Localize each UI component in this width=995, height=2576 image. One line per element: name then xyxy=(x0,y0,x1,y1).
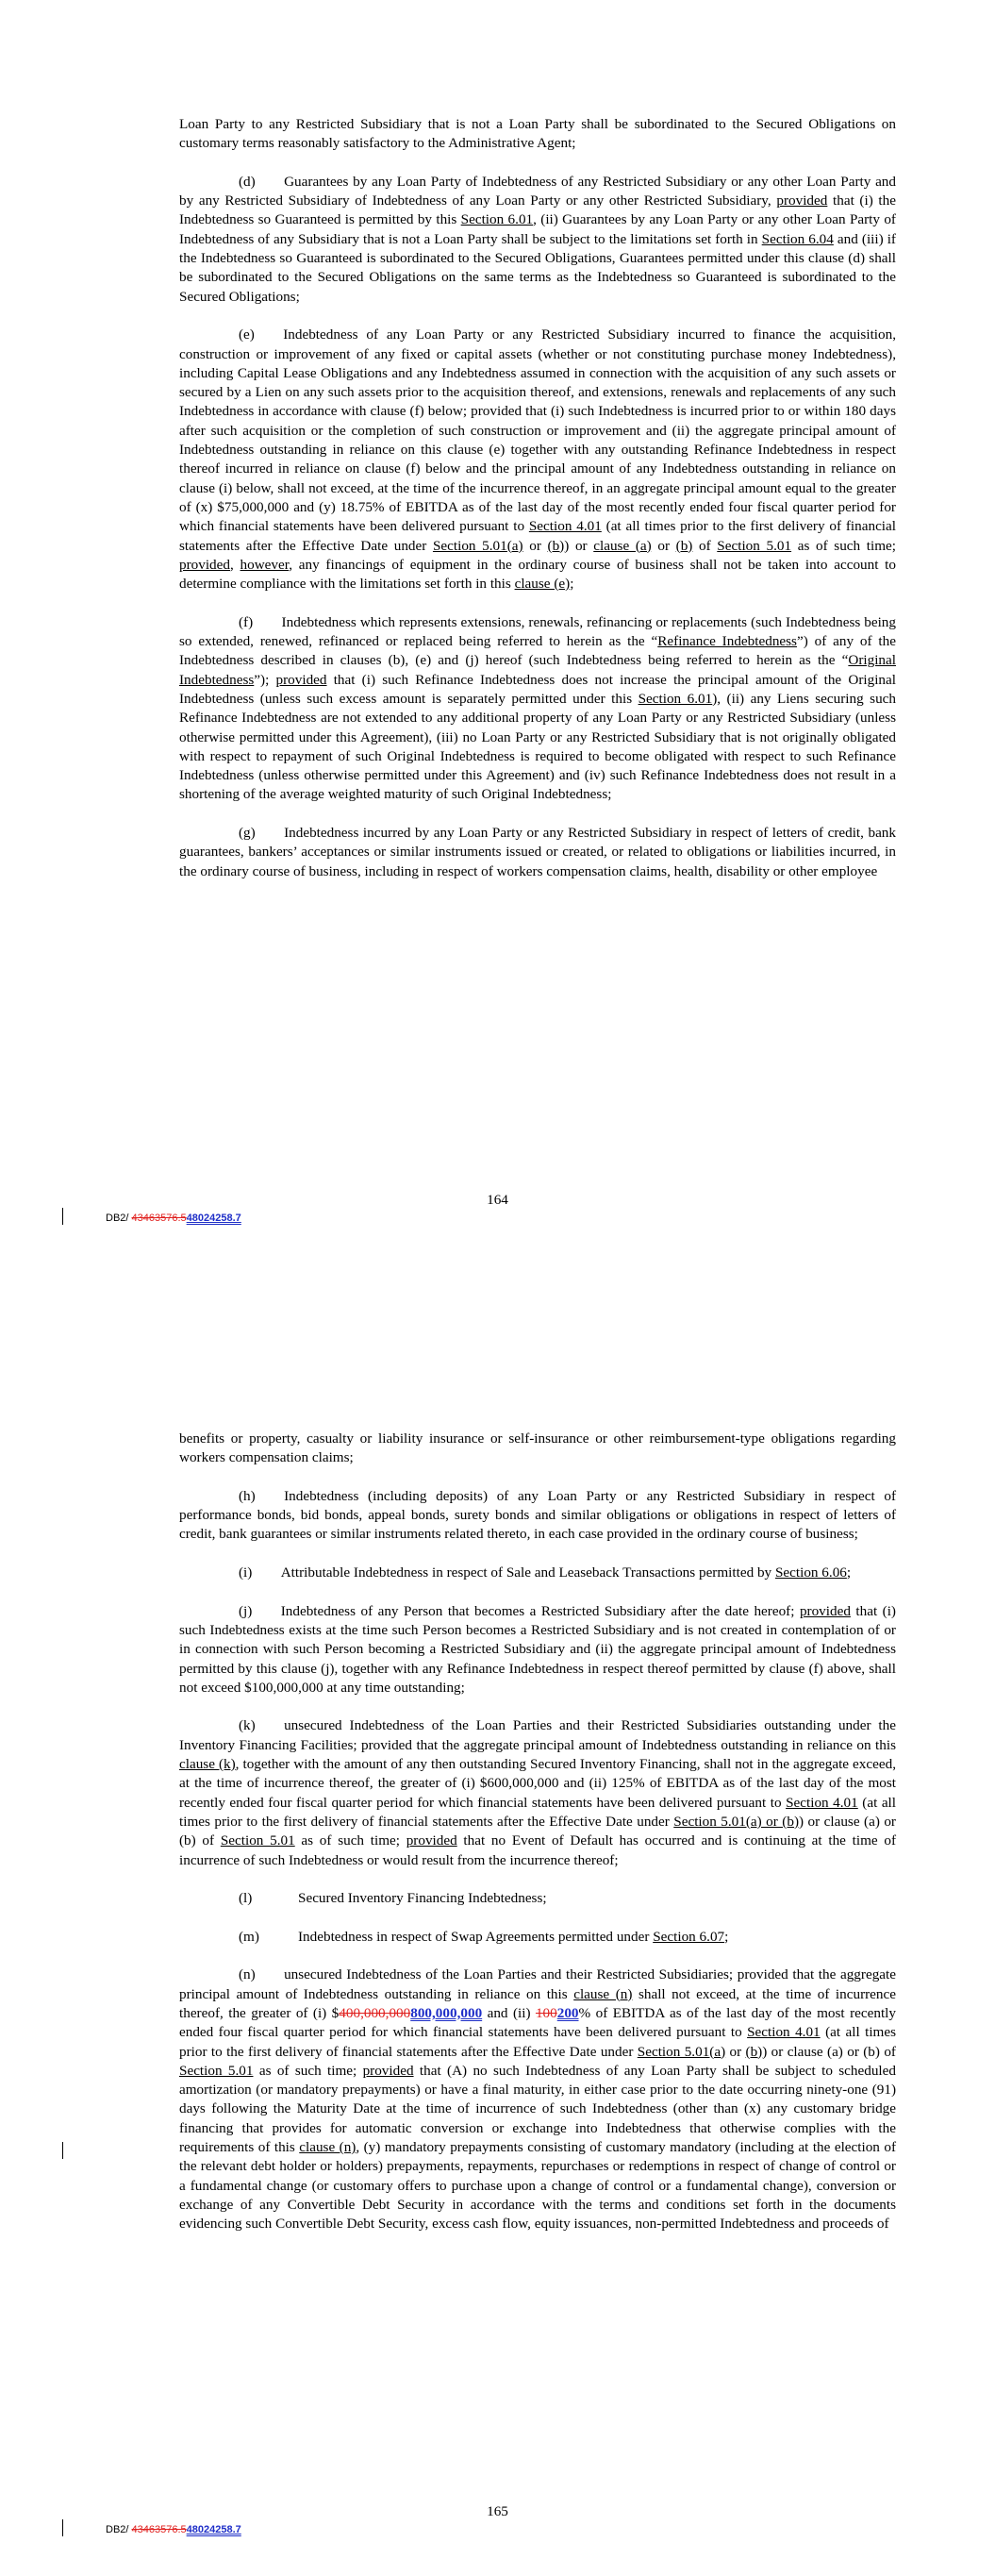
paragraph xyxy=(179,824,896,881)
paragraph xyxy=(179,1602,896,1698)
text-segment: and (iii) if the Indebtedness so Guaranteed is subordinated to the Secured Obligations, Guarantees permitted under this clause (d) shall be subordinated to the Secured Obligations on the same terms as the Indebtedness so Guaranteed is subordinated to the Secured Obligations; xyxy=(179,230,896,305)
text-segment: (j) Indebtedness of any Person that becomes a Restricted Subsidiary after the date hereof; xyxy=(239,1602,800,1619)
paragraph xyxy=(179,115,896,154)
change-bar xyxy=(62,1208,63,1225)
text-segment: ) or clause (a) or (b) of xyxy=(179,1813,896,1849)
page-164 xyxy=(0,0,995,1283)
paragraph xyxy=(179,1965,896,2233)
text-segment: that (i) such Refinance Indebtedness does not increase the principal amount of the Original Indebtedness (unless such excess amount is separately permitted under this xyxy=(179,671,896,707)
cross-reference: Section 4.01 xyxy=(786,1794,858,1811)
text-segment: ), (ii) any Liens securing such Refinance Indebtedness are not extended to any additional property of any Loan Party or any Restricted Subsidiary (unless otherwise permitted under this Agreement), (iii) no Loan Party or any Restricted Subsidiary that is not originally obligated with respect to repayment of such Original Indebtedness is required to become obligated with respect to such Refinance Indebtedness (unless otherwise permitted under this Agreement) and (iv) such Refinance Indebtedness does not result in a shortening of the average weighted maturity of such Original Indebtedness; xyxy=(179,690,896,803)
text-segment: shall not exceed, at the time of incurrence thereof, the greater of (i) $ xyxy=(179,1985,896,2021)
cross-reference: clause (n) xyxy=(299,2138,357,2155)
text-segment: ) or clause (a) or (b) of xyxy=(762,2043,896,2060)
text-segment: (at all times prior to the first delivery of financial statements after the Effective Date under xyxy=(179,1794,897,1830)
text-segment: ; xyxy=(570,576,574,593)
text-segment: , together with the amount of any then outstanding Secured Inventory Financing, shall not in the aggregate exceed, at the time of incurrence thereof, the greater of (i) $600,000,000 and (ii) 125% of EBITDA as of the last day of the most recently ended four fiscal quarter period for which financial statements have been delivered pursuant to xyxy=(179,1756,896,1811)
footer-inserted-docid: 48024258.7 xyxy=(186,1213,241,1224)
paragraph xyxy=(179,613,896,805)
cross-reference: Section 5.01(a) or (b) xyxy=(673,1813,799,1830)
paragraph xyxy=(179,173,896,307)
cross-reference: Section 4.01 xyxy=(747,2024,821,2041)
text-segment: that (i) the Indebtedness so Guaranteed is permitted by this xyxy=(179,192,896,228)
text-segment: % of EBITDA as of the last day of the most recently ended four fiscal quarter period for which financial statements have been delivered pursuant to xyxy=(179,2004,896,2041)
cross-reference: Section 6.01 xyxy=(638,690,713,707)
text-segment: that (A) no such Indebtedness of any Loan Party shall be subject to scheduled amortization (or mandatory prepayments) or have a final maturity, in either case prior to the date occurring ninety-one (91) days following the Maturity Date at the time of incurrence of such Indebtedness (other than (x) any customary bridge financing that provides for automatic conversion or exchange into Indebtedness that otherwise complies with the requirements of this xyxy=(179,2062,896,2155)
cross-reference: Section 5.01 xyxy=(220,1832,295,1849)
footer-prefix: DB2/ xyxy=(106,2524,132,2535)
cross-reference: Section 6.04 xyxy=(761,230,834,247)
text-segment: that (i) such Indebtedness exists at the time such Person becomes a Restricted Subsidiary and is not created in contemplation of or in connection with such Person becoming a Restricted Subsidiary and (ii) the aggregate principal amount of Indebtedness permitted by this clause (j), together with any Refinance Indebtedness in respect thereof permitted by clause (f) above, shall not exceed $100,000,000 at any time outstanding; xyxy=(179,1602,896,1696)
page-165-body xyxy=(179,1430,896,2253)
text-segment: (f) Indebtedness which represents extensions, renewals, refinancing or replacements (such Indebtedness being so extended, renewed, refinanced or replaced being referred to herein as the “ xyxy=(179,613,896,650)
document-footer xyxy=(106,2524,241,2535)
text-segment: ”); xyxy=(254,671,276,688)
cross-reference: provided xyxy=(362,2062,414,2079)
cross-reference: however xyxy=(240,556,290,573)
cross-reference: provided xyxy=(179,556,230,573)
change-bar xyxy=(62,2519,63,2536)
cross-reference: Section 5.01(a) xyxy=(432,537,523,554)
text-segment: as of such time; xyxy=(791,537,896,554)
footer-deleted-docid: 43463576.5 xyxy=(131,2524,187,2535)
text-segment: (d) Guarantees by any Loan Party of Indebtedness of any Restricted Subsidiary or any other Loan Party and by any Restricted Subsidiary of Indebtedness of any Loan Party or any other Restricted Subsidiary, xyxy=(179,173,896,209)
cross-reference: Section 4.01 xyxy=(528,518,602,535)
cross-reference: (b) xyxy=(745,2043,763,2060)
text-segment: (at all times prior to the first delivery of financial statements after the Effective Date under xyxy=(179,2024,897,2060)
text-segment: Indebtedness in respect of Swap Agreements permitted under xyxy=(298,1928,654,1945)
text-segment: , xyxy=(230,556,240,573)
cross-reference: provided xyxy=(799,1602,851,1619)
text-segment: , (y) mandatory prepayments consisting of customary mandatory (including at the election of the relevant debt holder or holders) prepayments, repayments, repurchases or redemptions in respect of change of control or a fundamental change (or customary offers to purchase upon a change of control or a fundamental change), conversion or exchange of any Convertible Debt Security in accordance with the terms and conditions set forth in the documents evidencing such Convertible Debt Security, excess cash flow, equity issuances, non-permitted Indebtedness and proceeds of xyxy=(179,2138,897,2233)
text-segment: or xyxy=(725,2043,746,2060)
cross-reference: provided xyxy=(275,671,327,688)
text-segment: Secured Inventory Financing Indebtedness; xyxy=(298,1890,547,1907)
footer-prefix: DB2/ xyxy=(106,1213,132,1224)
text-segment: , (ii) Guarantees by any Loan Party or any other Loan Party of Indebtedness of any Subsidiary that is not a Loan Party shall be subject to the limitations set forth in xyxy=(179,211,896,247)
cross-reference: Section 5.01(a) xyxy=(637,2043,726,2060)
page-number: 165 xyxy=(487,2503,508,2519)
text-segment: ; xyxy=(846,1564,852,1581)
cross-reference: (b) xyxy=(547,537,565,554)
text-segment: as of such time; xyxy=(294,1832,406,1849)
deleted-text: 100 xyxy=(535,2004,557,2021)
footer-inserted-docid: 48024258.7 xyxy=(186,2524,241,2535)
cross-reference: Section 6.06 xyxy=(774,1564,847,1581)
change-bar xyxy=(62,2142,63,2159)
paragraph xyxy=(179,1487,896,1545)
text-segment: (at all times prior to the first delivery of financial statements after the Effective Date under xyxy=(179,518,896,554)
cross-reference: clause (e) xyxy=(514,576,571,593)
text-segment: ; xyxy=(724,1928,729,1945)
text-segment: (e) Indebtedness of any Loan Party or any Restricted Subsidiary incurred to finance the acquisition, construction or improvement of any fixed or capital assets (whether or not constituting purchase money Indebtedness), including Capital Lease Obligations and any Indebtedness assumed in connection with the acquisition of any such assets or secured by a Lien on any such assets prior to the acquisition thereof, and extensions, renewals and replacements of any such Indebtedness in accordance with clause (f) below; provided that (i) such Indebtedness is incurred prior to or within 180 days after such acquisition or the completion of such construction or improvement and (ii) the aggregate principal amount of Indebtedness outstanding in reliance on this clause (e) together with any outstanding Refinance Indebtedness in respect thereof incurred in reliance on clause (f) below and the principal amount of any Indebtedness outstanding in reliance on clause (i) below, shall not exceed, at the time of the incurrence thereof, in an aggregate principal amount equal to the greater of (x) $75,000,000 and (y) 18.75% of EBITDA as of the last day of the most recently ended four fiscal quarter period for which financial statements have been delivered pursuant to xyxy=(179,326,896,535)
paragraph xyxy=(239,1928,896,1947)
deleted-text: 400,000,000 xyxy=(339,2004,411,2021)
cross-reference: Section 5.01 xyxy=(179,2062,254,2079)
cross-reference: clause (k) xyxy=(179,1756,236,1773)
text-segment: or xyxy=(522,537,548,554)
cross-reference: Refinance Indebtedness xyxy=(657,633,797,650)
text-segment: Loan Party to any Restricted Subsidiary that is not a Loan Party shall be subordinated to the Secured Obligations on customary terms reasonably satisfactory to the Administrative Agent; xyxy=(179,116,896,152)
document-footer xyxy=(106,1213,241,1224)
cross-reference: clause (n) xyxy=(573,1985,633,2002)
page-165 xyxy=(0,1283,995,2576)
paragraph xyxy=(179,1430,896,1468)
inserted-text: 800,000,000 xyxy=(410,2004,483,2021)
cross-reference: Section 6.07 xyxy=(653,1928,725,1945)
text-segment: as of such time; xyxy=(253,2062,363,2079)
text-segment: benefits or property, casualty or liability insurance or self-insurance or other reimbursement-type obligations regarding workers compensation claims; xyxy=(179,1430,896,1466)
text-segment: ”) of any of the Indebtedness described in clauses (b), (e) and (j) hereof (such Indebtedness being referred to herein as the “ xyxy=(179,633,896,669)
text-segment: (h) Indebtedness (including deposits) of any Loan Party or any Restricted Subsidiary in respect of performance bonds, bid bonds, appeal bonds, surety bonds and similar obligations or obligations in respect of letters of credit, bank guarantees or similar instruments related thereto, in each case provided in the ordinary course of business; xyxy=(179,1487,896,1543)
text-segment: ) or xyxy=(564,537,594,554)
inserted-text: 200 xyxy=(556,2004,579,2021)
text-segment: , any financings of equipment in the ordinary course of business shall not be taken into account to determine compliance with the limitations set forth in this xyxy=(179,556,896,593)
cross-reference: provided xyxy=(776,192,828,209)
footer-deleted-docid: 43463576.5 xyxy=(131,1213,187,1224)
cross-reference: provided xyxy=(406,1832,457,1849)
paragraph xyxy=(179,326,896,594)
cross-reference: Section 5.01 xyxy=(717,537,792,554)
paragraph xyxy=(179,1716,896,1869)
text-segment: (g) Indebtedness incurred by any Loan Party or any Restricted Subsidiary in respect of letters of credit, bank guarantees, bankers’ acceptances or similar instruments issued or created, or related to obligations or liabilities incurred, in the ordinary course of business, including in respect of workers compensation claims, health, disability or other employee xyxy=(179,824,896,879)
text-segment: (k) unsecured Indebtedness of the Loan Parties and their Restricted Subsidiaries outstanding under the Inventory Financing Facilities; provided that the aggregate principal amount of Indebtedness outstanding in reliance on this xyxy=(179,1717,896,1753)
cross-reference: clause (a) xyxy=(593,537,652,554)
text-segment: (i) Attributable Indebtedness in respect of Sale and Leaseback Transactions permitted by xyxy=(239,1564,775,1581)
cross-reference: Original Indebtedness xyxy=(179,652,896,688)
text-segment: of xyxy=(692,537,718,554)
text-segment: that no Event of Default has occurred and is continuing at the time of incurrence of such Indebtedness or would result from the incurrence thereof; xyxy=(179,1832,897,1868)
clause-label: (m) xyxy=(239,1928,259,1945)
cross-reference: (b) xyxy=(675,537,693,554)
text-segment: and (ii) xyxy=(482,2004,536,2021)
page-164-body xyxy=(179,115,896,900)
page-number: 164 xyxy=(487,1192,508,1208)
text-segment: or xyxy=(651,537,676,554)
paragraph xyxy=(179,1564,896,1582)
clause-label: (l) xyxy=(239,1890,253,1907)
text-segment: (n) unsecured Indebtedness of the Loan Parties and their Restricted Subsidiaries; provided that the aggregate principal amount of Indebtedness outstanding in reliance on this xyxy=(179,1966,896,2002)
paragraph xyxy=(239,1889,896,1908)
cross-reference: Section 6.01 xyxy=(460,211,534,228)
